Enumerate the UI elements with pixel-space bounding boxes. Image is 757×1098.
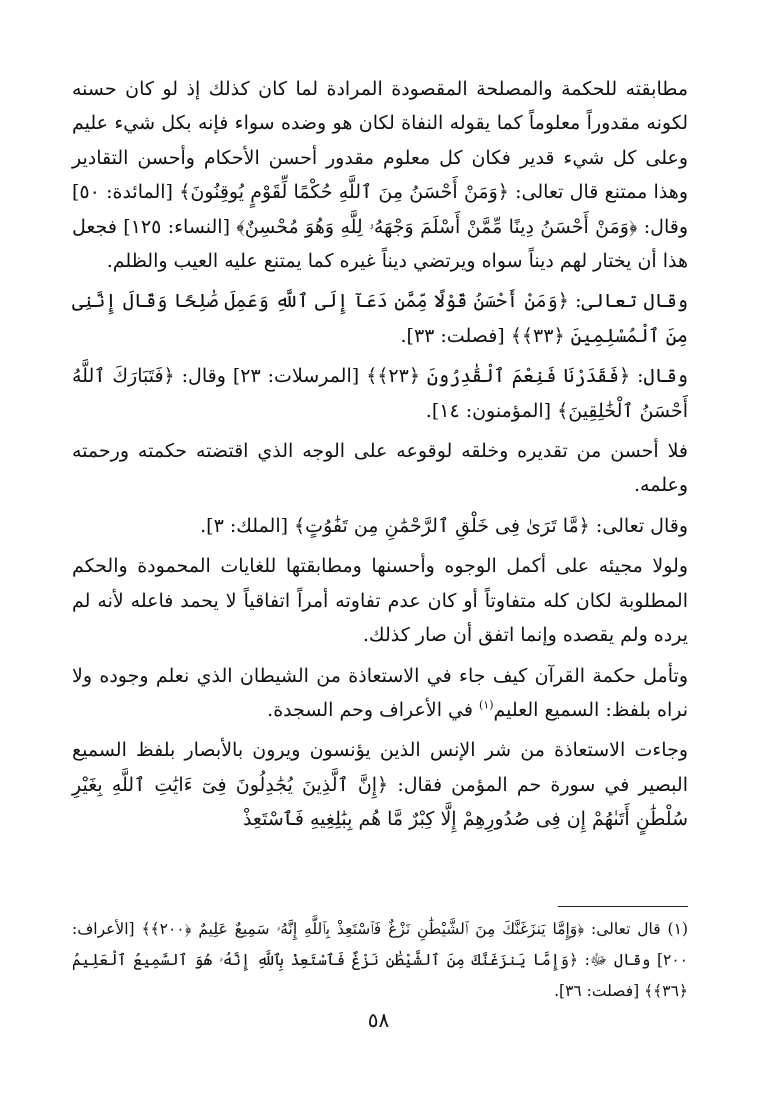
paragraph-text: في الأعراف وحم السجدة. bbox=[267, 698, 479, 721]
footnote bbox=[72, 914, 688, 1007]
paragraph: وقال: ﴿فَقَدَرْنَا فَنِعْمَ ٱلْقَٰدِرُونَ ﴿٢٣﴾﴾ [المرسلات: ٢٣] وقال: ﴿فَتَبَارَكَ ٱللَّهُ أَحْسَنُ ٱلْخَٰلِقِينَ﴾ [المؤمنون: ١٤]. bbox=[72, 365, 688, 422]
paragraph: وجاءت الاستعاذة من شر الإنس الذين يؤنسون ويرون بالأبصار بلفظ السميع البصير في سورة حم المؤمن فقال: ﴿إِنَّ ٱلَّذِينَ يُجَٰدِلُونَ فِىٓ ءَايَٰتِ ٱللَّهِ بِغَيْرِ سُلْطَٰنٍ أَتَىٰهُمْ إِن فِى صُدُورِهِمْ إِلَّا كِبْرٌ مَّا هُم بِبَٰلِغِيهِ فَٱسْتَعِذْ bbox=[72, 739, 688, 831]
body-text bbox=[72, 72, 688, 843]
footnote-marker[interactable]: (١) bbox=[478, 698, 494, 712]
paragraph bbox=[72, 659, 688, 728]
paragraph: مطابقته للحكمة والمصلحة المقصودة المرادة لما كان كذلك إذ لو كان حسنه لكونه مقدوراً معلوماً كما يقوله النفاة لكان هو وضده سواء فإنه بكل شيء عليم وعلى كل شيء قدير فكان كل معلوم مقدور أحسن الأحكام وأحسن التقادير وهذا ممتنع قال تعالى: ﴿وَمَنْ أَحْسَنُ مِنَ ٱللَّهِ حُكْمًا لِّقَوْمٍ يُوقِنُونَ﴾ [المائدة: ٥٠] وقال: ﴿وَمَنْ أَحْسَنُ دِينًا مِّمَّنْ أَسْلَمَ وَجْهَهُۥ لِلَّهِ وَهُوَ مُحْسِنٌ﴾ [النساء: ١٢٥] فجعل هذا أن يختار لهم ديناً سواه ويرتضي ديناً غيره كما يمتنع عليه العيب والظلم. bbox=[72, 78, 688, 273]
footnote-divider bbox=[558, 906, 688, 907]
paragraph-text: وتأمل حكمة القرآن كيف جاء في الاستعاذة من الشيطان الذي نعلم وجوده ولا نراه بلفظ: السميع العليم bbox=[72, 664, 688, 721]
page-number: ٥٨ bbox=[367, 1008, 390, 1032]
paragraph: فلا أحسن من تقديره وخلقه لوقوعه على الوجه الذي اقتضته حكمته ورحمته وعلمه. bbox=[72, 440, 688, 497]
footnote-text: (١) قال تعالى: ﴿وَإِمَّا يَنزَغَنَّكَ مِنَ ٱلشَّيْطَٰنِ نَزْغٌ فَٱسْتَعِذْ بِٱللَّهِ إِنَّهُۥ سَمِيعٌ عَلِيمٌ ﴿٢٠٠﴾﴾ [الأعراف: ٢٠٠] وقال ﷻ: ﴿وَإِمَّا يَنزَغَنَّكَ مِنَ ٱلشَّيْطَٰنِ نَزْغٌ فَٱسْتَعِذْ بِٱللَّهِ إِنَّهُۥ هُوَ ٱلسَّمِيعُ ٱلْعَلِيمُ ﴿٣٦﴾﴾ [فصلت: ٣٦]. bbox=[72, 920, 688, 1000]
paragraph: وقال تعالى: ﴿وَمَنْ أَحْسَنُ قَوْلًا مِّمَّن دَعَآ إِلَى ٱللَّهِ وَعَمِلَ صَٰلِحًا وَقَالَ إِنَّنِى مِنَ ٱلْمُسْلِمِينَ ﴿٣٣﴾﴾ [فصلت: ٣٣]. bbox=[72, 290, 688, 347]
paragraph: وقال تعالى: ﴿مَّا تَرَىٰ فِى خَلْقِ ٱلرَّحْمَٰنِ مِن تَفَٰوُتٍ﴾ [الملك: ٣]. bbox=[200, 514, 688, 537]
paragraph: ولولا مجيئه على أكمل الوجوه وأحسنها ومطابقتها للغايات المحمودة والحكم المطلوبة لكان كله متفاوتاً أو كان عدم تفاوته أمراً اتفاقياً لا يحمد فاعله لأنه لم يرده ولم يقصده وإنما اتفق أن صار كذلك. bbox=[72, 555, 688, 647]
